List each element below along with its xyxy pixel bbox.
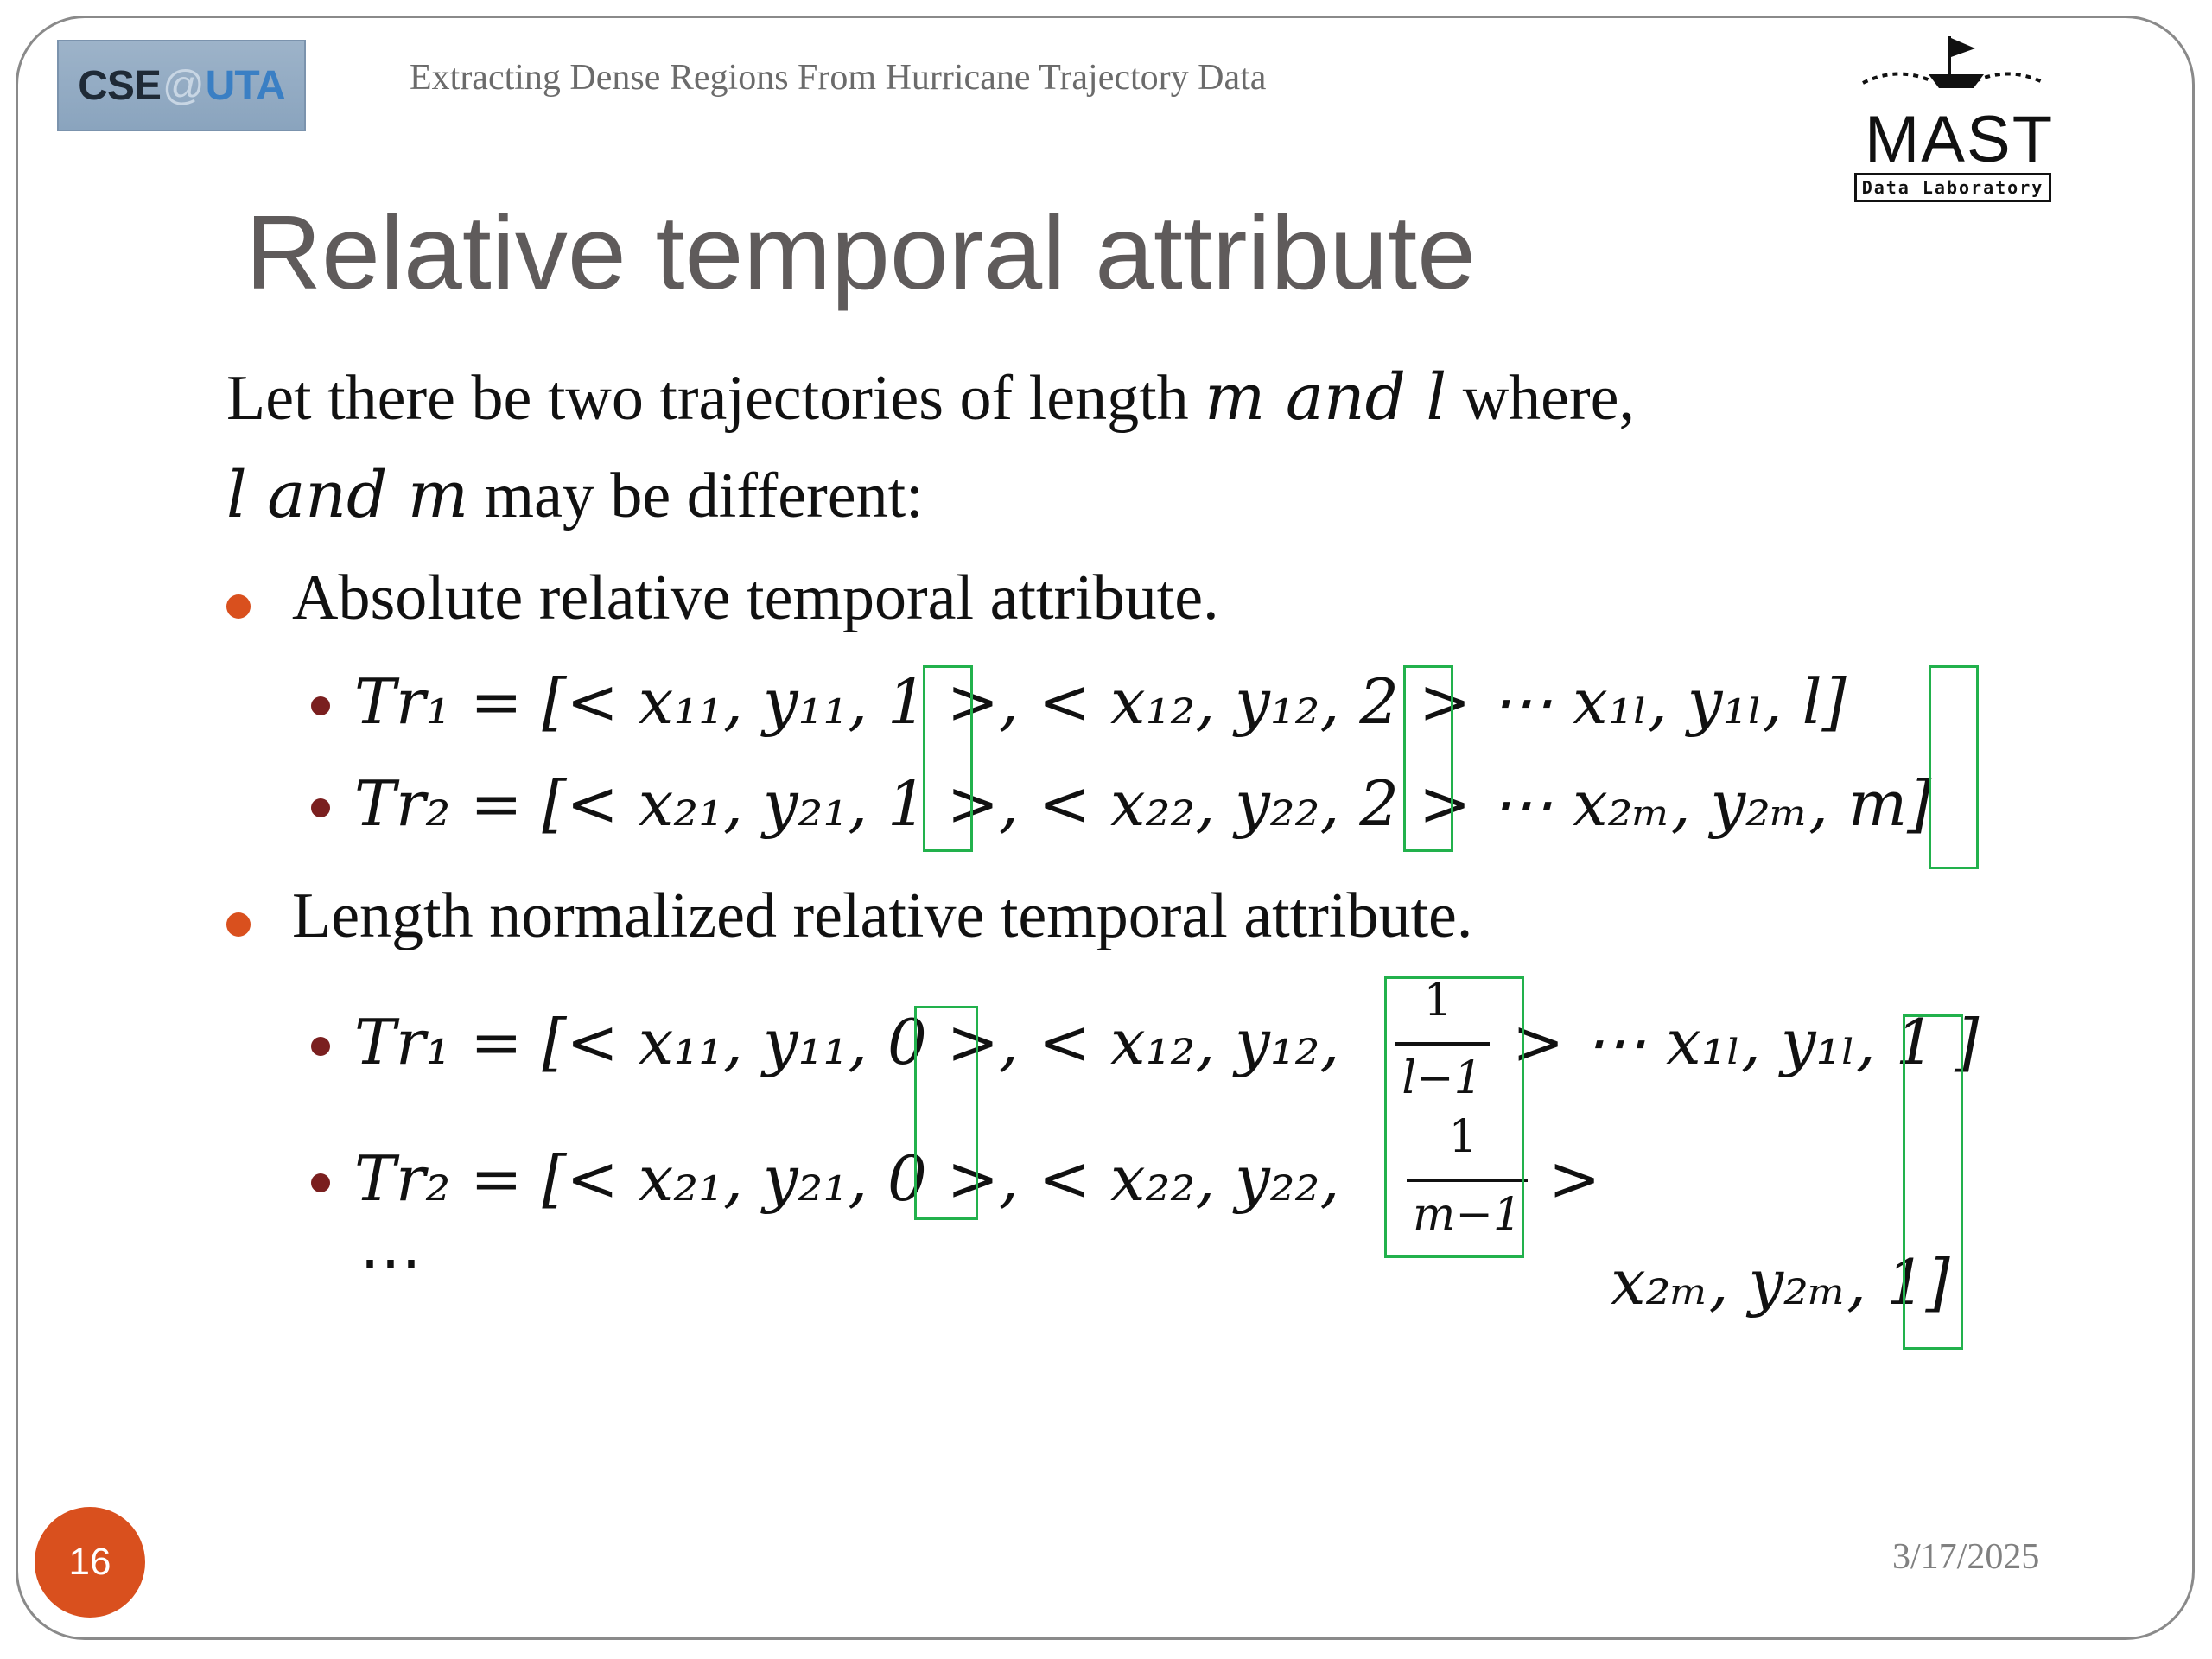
- intro-line-1-math: m and l: [1205, 360, 1447, 435]
- intro-line-2: [226, 447, 1955, 544]
- highlight-box-length: [1929, 665, 1979, 869]
- fraction-numerator-tr2: 1: [1448, 1111, 1478, 1163]
- bullet-dot-icon: [226, 594, 251, 619]
- mast-logo-text: MAST: [1865, 103, 2055, 176]
- fraction-denominator-tr1: l−1: [1402, 1052, 1483, 1104]
- mast-logo-subtitle: Data Laboratory: [1854, 173, 2051, 202]
- equation-abs-tr2: Tr₂ = [< x₂₁, y₂₁, 1 >, < x₂₂, y₂₂, 2 > ⋯ x₂ₘ, y₂ₘ, m]: [354, 767, 1932, 840]
- cse-uta-logo: [57, 40, 306, 131]
- equation-norm-tr2-left: Tr₂ = [< x₂₁, y₂₁, 0 >, < x₂₂, y₂₂,: [354, 1142, 1340, 1215]
- equation-norm-tr1-left: Tr₁ = [< x₁₁, y₁₁, 0 >, < x₁₂, y₁₂,: [354, 1006, 1340, 1078]
- intro-line-2-text: may be different:: [468, 461, 924, 531]
- sub-bullet-dot-icon: [311, 696, 330, 715]
- bullet-normalized-text: Length normalized relative temporal attribute.: [292, 880, 1473, 951]
- continuation-dots: ⋯: [359, 1225, 422, 1298]
- bullet-dot-icon: [226, 912, 251, 937]
- highlight-box-index-2: [1403, 665, 1453, 852]
- highlight-box-index-1: [923, 665, 973, 852]
- intro-text: [226, 349, 1955, 544]
- equation-norm-tr1-right: > ⋯ x₁ₗ, y₁ₗ, 1 ]: [1512, 1006, 1980, 1078]
- intro-line-1-text: Let there be two trajectories of length: [226, 363, 1205, 434]
- highlight-box-zero: [914, 1006, 978, 1220]
- intro-line-1: [226, 349, 1955, 447]
- logo-text-at: @: [162, 62, 204, 109]
- equation-norm-tr2-close: >: [1548, 1142, 1601, 1215]
- logo-text-cse: CSE: [78, 62, 161, 109]
- intro-line-1-post: where,: [1446, 363, 1635, 434]
- mast-logo: [1846, 31, 2070, 213]
- logo-text-uta: UTA: [205, 62, 285, 109]
- slide-date: 3/17/2025: [1892, 1537, 2040, 1577]
- fraction-numerator-tr1: 1: [1423, 975, 1452, 1027]
- slide-number-badge: 16: [35, 1507, 145, 1618]
- equation-norm-tr2-end: x₂ₘ, y₂ₘ, 1]: [1611, 1246, 1950, 1319]
- sub-bullet-dot-icon: [311, 798, 330, 817]
- sub-bullet-dot-icon: [311, 1173, 330, 1192]
- equation-abs-tr1: Tr₁ = [< x₁₁, y₁₁, 1 >, < x₁₂, y₁₂, 2 > ⋯ x₁ₗ, y₁ₗ, l]: [354, 665, 1847, 738]
- intro-line-2-math: l and m: [226, 458, 469, 532]
- slide-title: Relative temporal attribute: [245, 194, 1477, 311]
- presentation-title: Extracting Dense Regions From Hurricane Trajectory Data: [410, 58, 1267, 98]
- highlight-box-fraction: [1384, 976, 1524, 1258]
- ship-icon: [1846, 31, 2070, 109]
- bullet-absolute-text: Absolute relative temporal attribute.: [292, 563, 1219, 633]
- sub-bullet-dot-icon: [311, 1037, 330, 1056]
- highlight-box-one: [1903, 1014, 1963, 1350]
- fraction-denominator-tr2: m−1: [1413, 1189, 1522, 1241]
